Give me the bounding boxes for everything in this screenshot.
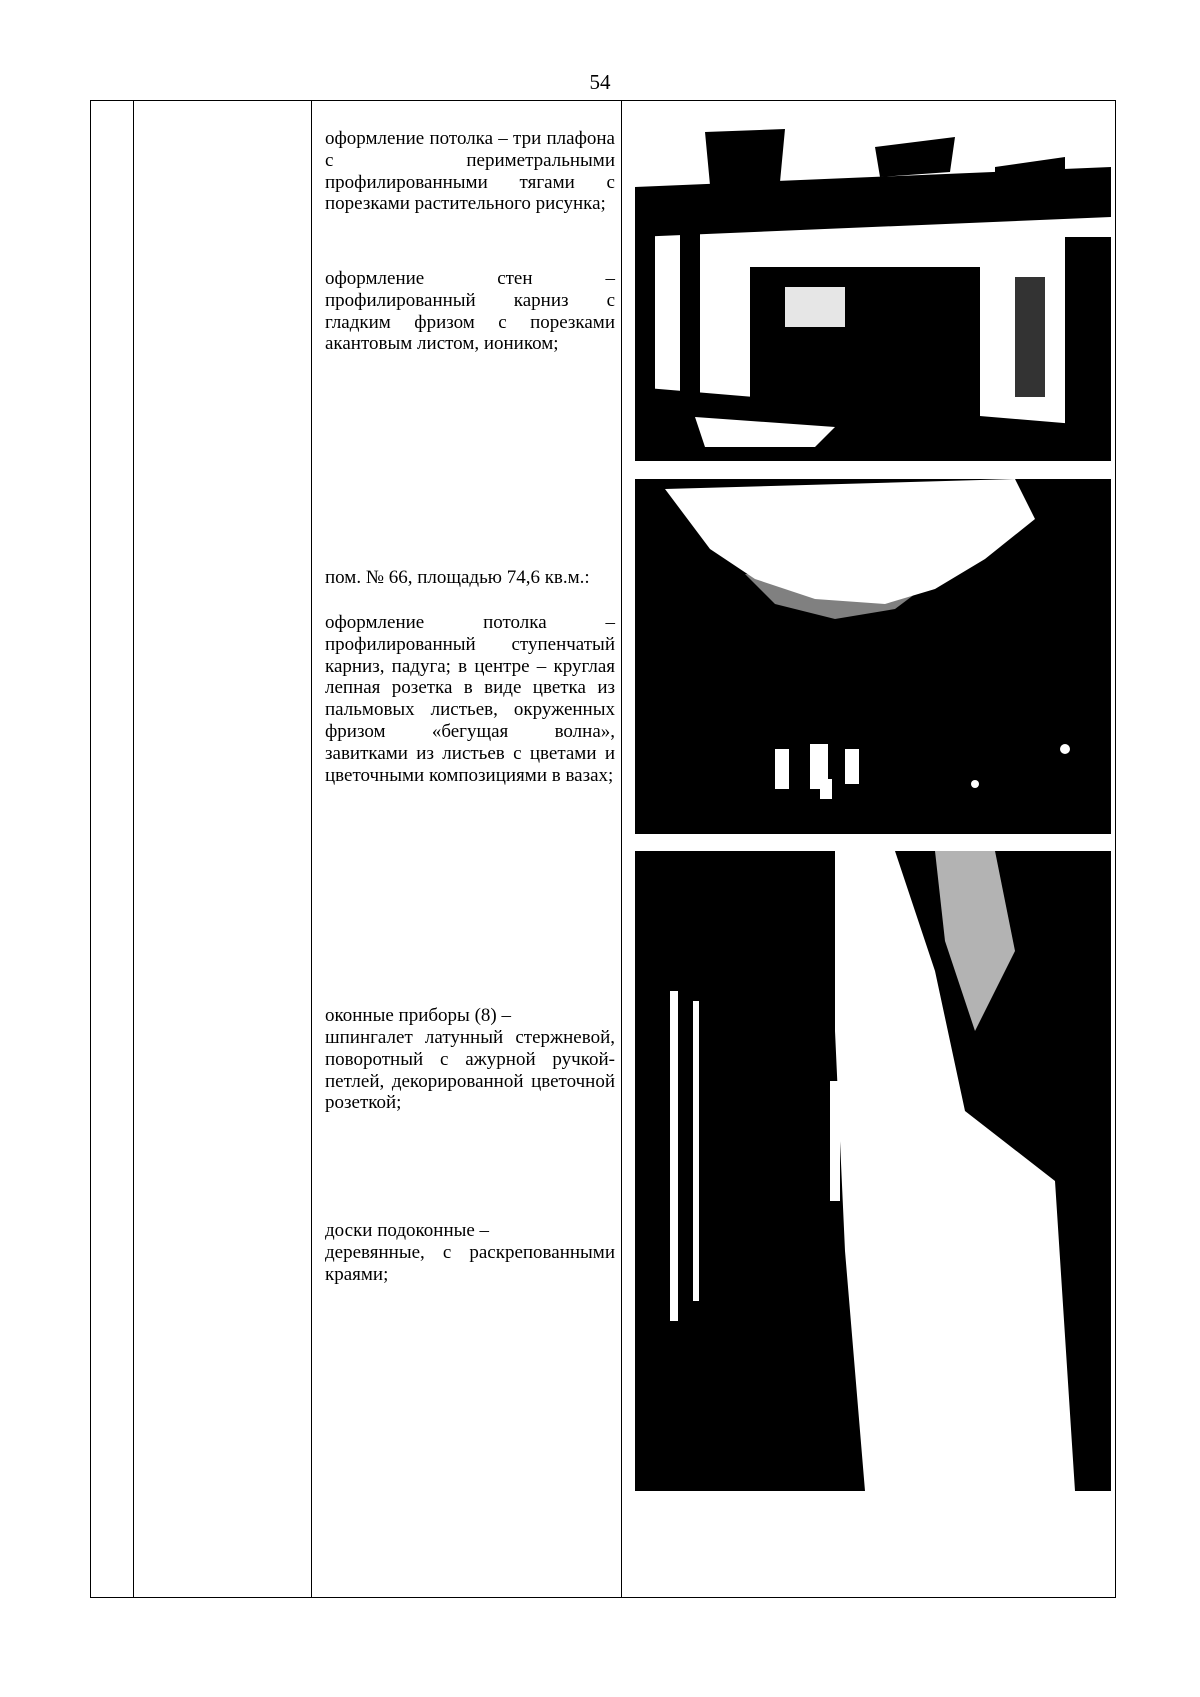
ceiling-rosette-photo xyxy=(635,479,1111,834)
document-table xyxy=(90,100,1116,1598)
window-fittings-description: шпингалет латунный стержневой, поворотный с ажурной ручкой-петлей, декорированной цветочной розеткой; xyxy=(325,1027,615,1114)
room-heading: пом. № 66, площадью 74,6 кв.м.: xyxy=(325,567,590,588)
room-ceiling-description: оформление потолка – профилированный ступенчатый карниз, падуга; в центре – круглая лепная розетка в виде цветка из пальмовых листьев, окруженных фризом «бегущая волна», завитками из листьев с цветами и цветочными композициями в вазах; xyxy=(325,612,615,786)
windowsill-heading: доски подоконные – xyxy=(325,1220,490,1241)
window-latch-photo xyxy=(635,851,1111,1491)
page-number: 54 xyxy=(589,70,611,94)
hall-interior-photo xyxy=(635,127,1111,461)
column-divider-1 xyxy=(133,101,134,1597)
window-fittings-heading: оконные приборы (8) – xyxy=(325,1005,511,1026)
column-divider-2 xyxy=(311,101,312,1597)
windowsill-description: деревянные, с раскрепованными краями; xyxy=(325,1242,615,1285)
column-divider-3 xyxy=(621,101,622,1597)
ceiling-description: оформление потолка – три плафона с периметральными профилированными тягами с порезками растительного рисунка; xyxy=(325,128,615,215)
walls-description: оформление стен – профилированный карниз с гладким фризом с порезками акантовым листом, иоником; xyxy=(325,268,615,355)
